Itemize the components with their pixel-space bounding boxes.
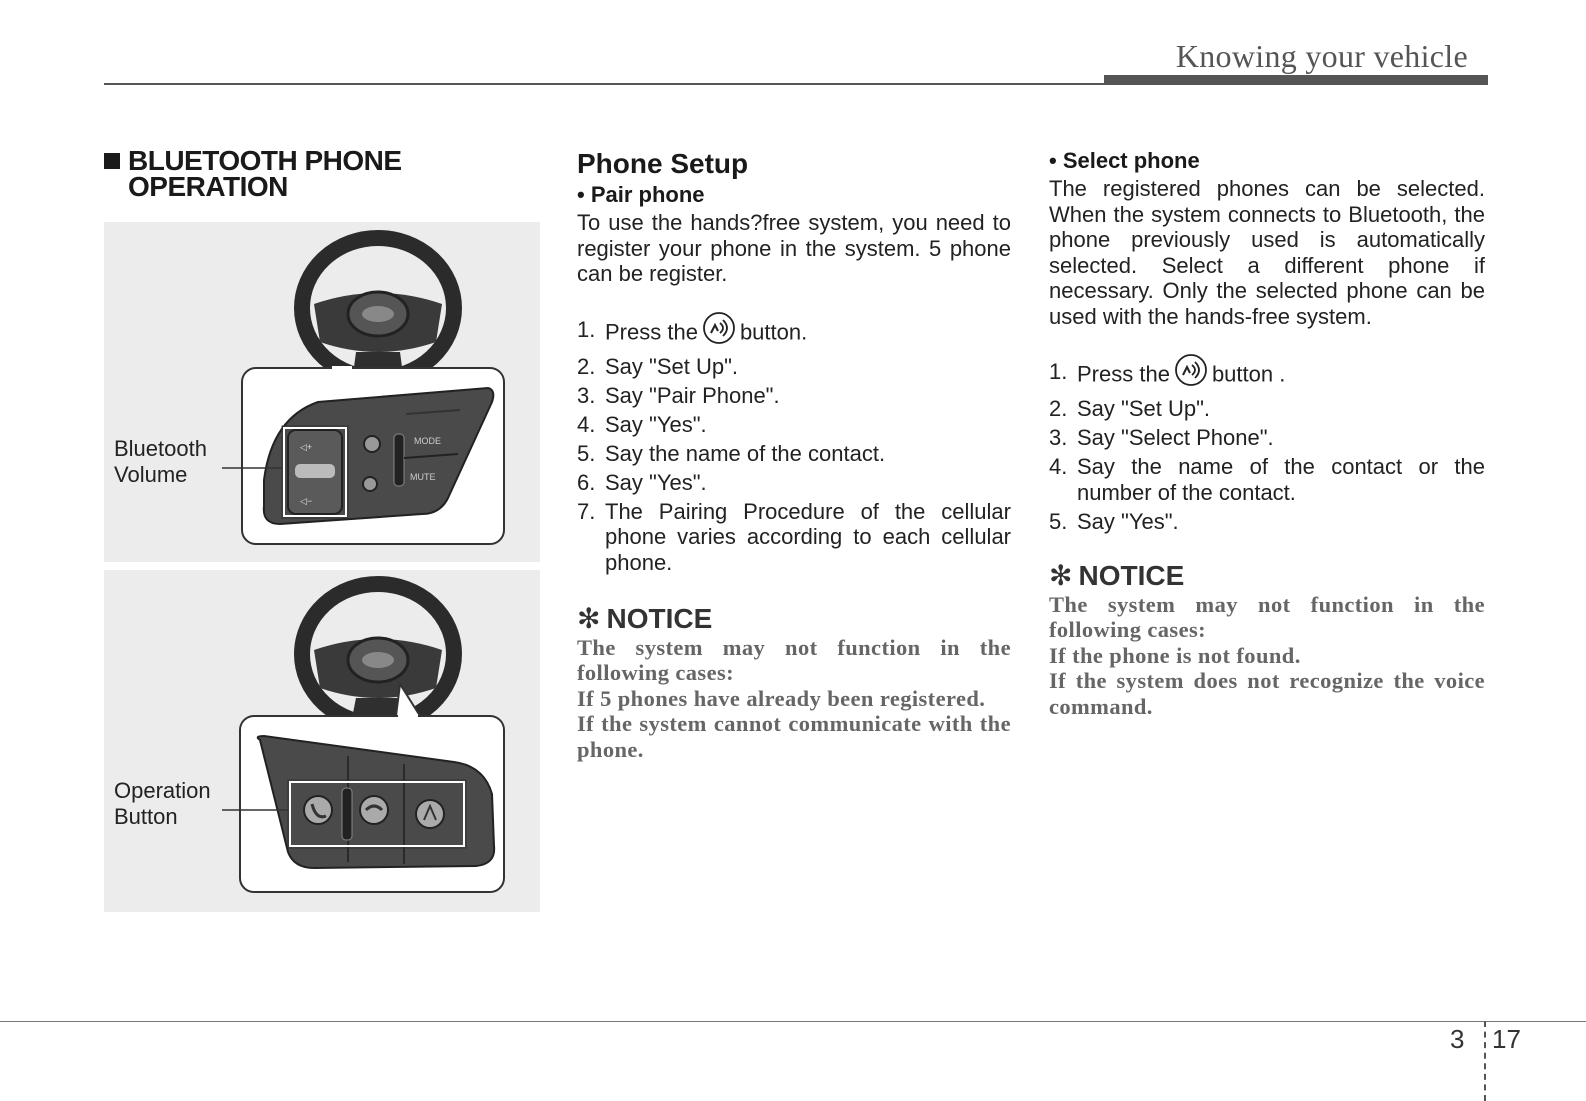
step-text-post: button. — [739, 319, 808, 345]
step-text-post: button . — [1211, 361, 1286, 387]
steering-wheel-operation-illustration — [104, 570, 540, 912]
step-text: Say "Set Up". — [605, 353, 739, 379]
notice-line: If the system does not recognize the voice command. — [1049, 668, 1485, 719]
vol-down-label: ◁− — [300, 496, 313, 506]
select-phone-subheading: • Select phone — [1049, 148, 1200, 173]
callout-line1: Bluetooth — [114, 436, 207, 461]
list-item — [577, 383, 1011, 409]
list-item — [1049, 359, 1485, 393]
vol-up-label: ◁+ — [300, 442, 313, 452]
figure-volume — [104, 222, 540, 562]
footer-rule — [0, 1021, 1586, 1022]
callout-operation-button — [114, 778, 211, 830]
step-number: 1. — [1049, 359, 1068, 384]
step-number: 4. — [577, 411, 596, 437]
page-number: 17 — [1492, 1024, 1521, 1054]
asterisk-icon: ✻ — [1049, 559, 1073, 591]
pair-phone-intro: To use the hands?free system, you need to register your phone in the system. 5 phone can be register. — [577, 210, 1011, 286]
step-number: 3. — [1049, 425, 1068, 450]
step-text: Say "Yes". — [605, 469, 707, 495]
step-number: 5. — [1049, 508, 1068, 534]
list-item — [577, 317, 1011, 351]
left-column — [104, 145, 540, 829]
steering-wheel-volume-illustration — [104, 222, 540, 562]
step-number: 3. — [577, 382, 596, 408]
step-text: Say "Pair Phone". — [605, 382, 780, 408]
step-number: 5. — [577, 440, 596, 466]
list-item — [577, 412, 1011, 438]
phone-setup-heading: Phone Setup — [577, 148, 749, 179]
list-item — [577, 441, 1011, 467]
list-item — [1049, 454, 1485, 505]
select-phone-steps — [1049, 359, 1485, 534]
step-number: 4. — [1049, 454, 1068, 479]
notice-heading — [577, 603, 1011, 635]
pair-phone-subheading: • Pair phone — [577, 182, 705, 207]
list-item — [1049, 425, 1485, 451]
mute-label: MUTE — [410, 472, 436, 482]
step-number: 2. — [577, 353, 596, 379]
list-item — [1049, 509, 1485, 535]
notice-body — [577, 635, 1011, 763]
pair-phone-steps — [577, 317, 1011, 576]
notice-line: If the system cannot communicate with the phone. — [577, 711, 1011, 762]
list-item — [577, 499, 1011, 576]
notice-line: The system may not function in the following cases: — [1049, 591, 1485, 642]
voice-recognition-icon — [702, 311, 736, 351]
list-item — [577, 470, 1011, 496]
step-text: The Pairing Procedure of the cellular phone varies according to each cellular phone. — [605, 498, 1011, 575]
callout-line1: Operation — [114, 778, 211, 803]
section-title-line2: OPERATION — [128, 171, 288, 202]
callout-line2: Volume — [114, 462, 188, 487]
section-title-line1: BLUETOOTH PHONE — [128, 145, 402, 176]
step-number: 2. — [1049, 396, 1068, 421]
step-number: 6. — [577, 469, 596, 495]
square-bullet-icon — [104, 153, 120, 169]
list-item — [577, 354, 1011, 380]
callout-bluetooth-volume — [114, 436, 207, 488]
list-item — [1049, 396, 1485, 422]
step-text: Say "Yes". — [1077, 508, 1179, 534]
notice-body — [1049, 592, 1485, 720]
section-number: 3 — [1450, 1024, 1465, 1054]
right-column — [1049, 148, 1485, 719]
notice-heading — [1049, 560, 1485, 592]
notice-title: NOTICE — [606, 602, 713, 634]
notice-title: NOTICE — [1078, 559, 1185, 591]
notice-line: If 5 phones have already been registered. — [577, 685, 986, 711]
notice-line: If the phone is not found. — [1049, 642, 1301, 668]
step-text: Say "Set Up". — [1077, 396, 1211, 421]
voice-recognition-icon — [1174, 353, 1208, 393]
page-divider — [1484, 1021, 1486, 1101]
header-title: Knowing your vehicle — [1175, 38, 1468, 74]
notice-line: The system may not function in the following cases: — [577, 634, 1011, 685]
figure-operation — [104, 570, 540, 912]
middle-column — [577, 148, 1011, 762]
section-title — [104, 145, 540, 202]
asterisk-icon: ✻ — [577, 602, 601, 634]
step-text: Say "Select Phone". — [1077, 425, 1274, 450]
step-number: 7. — [577, 498, 596, 524]
step-text: Say the name of the contact. — [605, 440, 886, 466]
header-bar — [1104, 75, 1488, 85]
mode-label: MODE — [414, 436, 441, 446]
step-number: 1. — [577, 316, 596, 342]
callout-line2: Button — [114, 804, 178, 829]
step-text: Say "Yes". — [605, 411, 707, 437]
step-text-pre: Press the — [605, 319, 698, 345]
step-text-pre: Press the — [1077, 361, 1170, 387]
step-text: Say the name of the contact or the number of the contact. — [1077, 454, 1485, 505]
select-phone-intro: The registered phones can be selected. When the system connects to Bluetooth, the phone previously used is automatically selected. Select a different phone if necessary. Only the selected phone can be used with the hands-free system. — [1049, 176, 1485, 329]
